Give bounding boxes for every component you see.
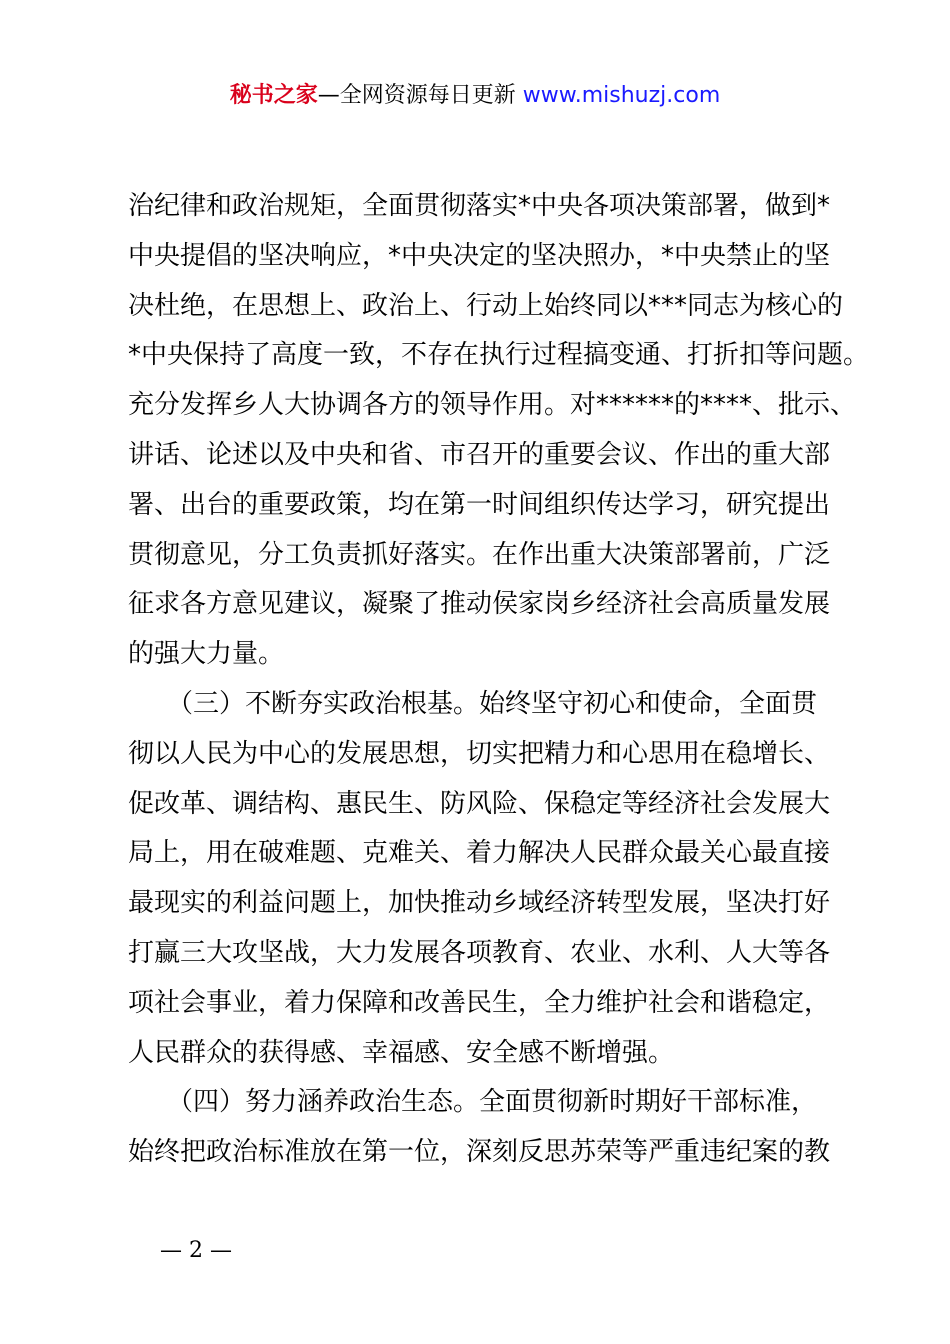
text-line: 的强大力量。: [128, 639, 285, 670]
text-line: 促改革、调结构、惠民生、防风险、保稳定等经济社会发展大: [128, 788, 831, 819]
text-line: 最现实的利益问题上，加快推动乡域经济转型发展，坚决打好: [128, 888, 831, 919]
text-line: 打赢三大攻坚战，大力发展各项教育、农业、水利、人大等各: [128, 937, 831, 968]
text-line: 人民群众的获得感、幸福感、安全感不断增强。: [128, 1037, 675, 1068]
text-line: 讲话、论述以及中央和省、市召开的重要会议、作出的重大部: [128, 439, 831, 470]
text-line: 始终把政治标准放在第一位，深刻反思苏荣等严重违纪案的教: [128, 1137, 831, 1168]
text-line: 项社会事业，着力保障和改善民生，全力维护社会和谐稳定，: [128, 987, 831, 1018]
text-line: 充分发挥乡人大协调各方的领导作用。对******的****、批示、: [128, 390, 857, 421]
text-line: *中央保持了高度一致，不存在执行过程搞变通、打折扣等问题。: [128, 340, 870, 371]
page-number: — 2 —: [160, 1238, 232, 1263]
text-line: 贯彻意见，分工负责抓好落实。在作出重大决策部署前，广泛: [128, 539, 831, 570]
site-url: www.mishuzj.com: [522, 83, 721, 108]
document-body: [128, 182, 870, 1178]
text-line: 治纪律和政治规矩，全面贯彻落实*中央各项决策部署，做到*: [128, 191, 831, 221]
text-line: 署、出台的重要政策，均在第一时间组织传达学习，研究提出: [128, 489, 831, 520]
text-line: 征求各方意见建议，凝聚了推动侯家岗乡经济社会高质量发展: [128, 589, 831, 620]
text-line: 彻以人民为中心的发展思想，切实把精力和心思用在稳增长、: [128, 738, 831, 769]
text-line: 局上，用在破难题、克难关、着力解决人民群众最关心最直接: [128, 838, 831, 869]
header-tagline: —全网资源每日更新: [317, 83, 523, 108]
section-heading-line: （三）不断夯实政治根基。始终坚守初心和使命，全面贯: [128, 688, 818, 719]
brand-name: 秘书之家: [229, 83, 318, 108]
section-heading-line: （四）努力涵养政治生态。全面贯彻新时期好干部标准，: [128, 1087, 818, 1118]
site-watermark-header: [0, 80, 950, 112]
text-line: 中央提倡的坚决响应，*中央决定的坚决照办，*中央禁止的坚: [128, 240, 831, 271]
text-line: 决杜绝，在思想上、政治上、行动上始终同以***同志为核心的: [128, 290, 844, 321]
